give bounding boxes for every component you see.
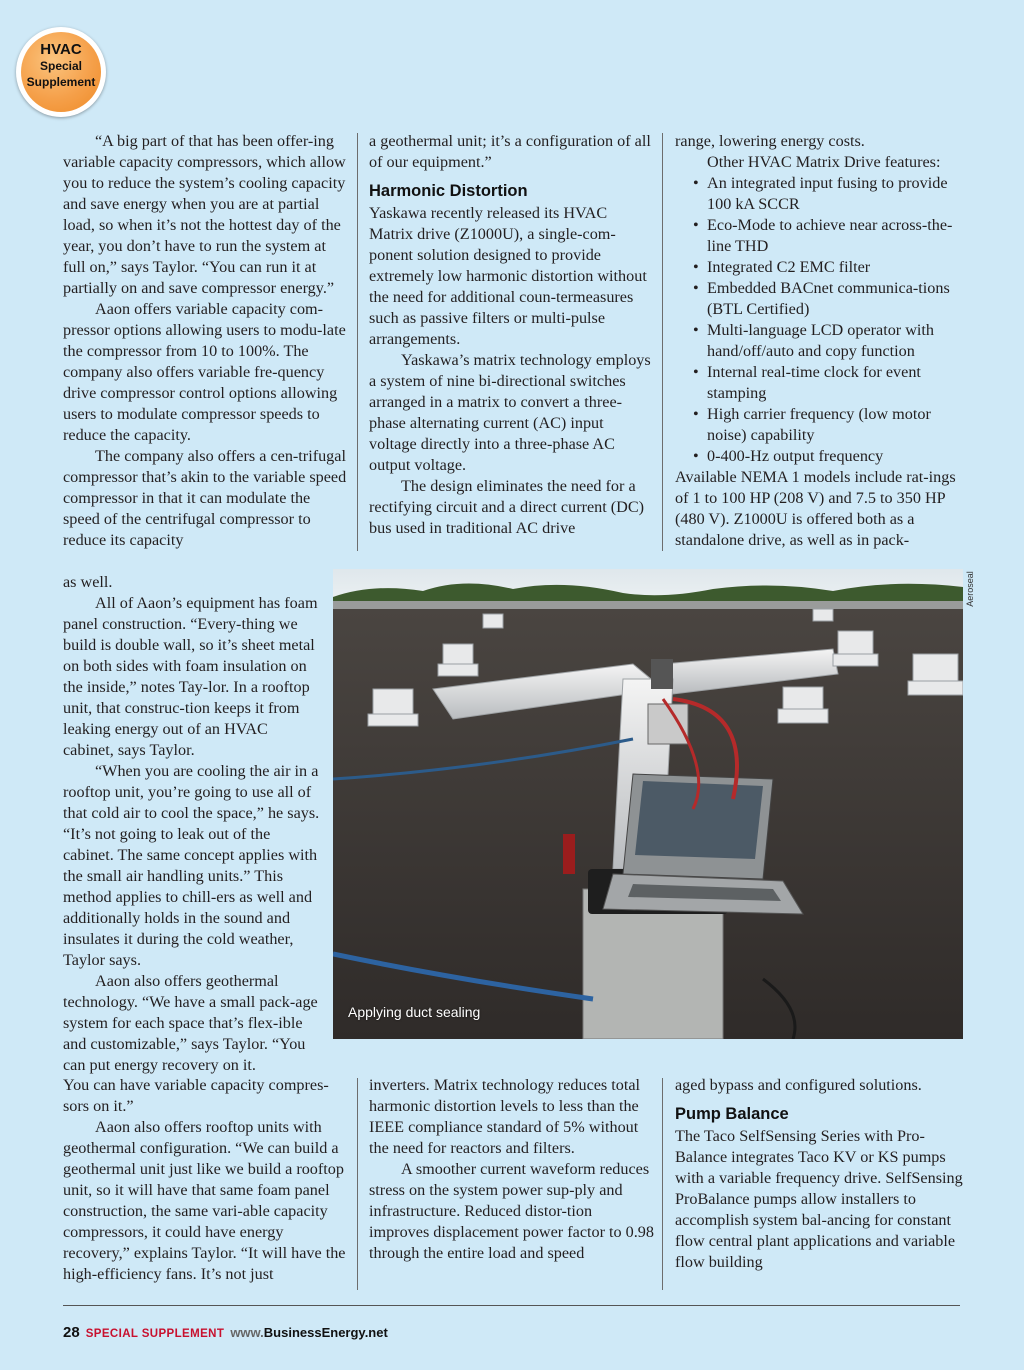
list-item: • Integrated C2 EMC filter (675, 257, 965, 278)
photo-caption: Applying duct sealing (348, 1004, 481, 1020)
column-1-narrow (63, 572, 321, 1076)
column-3-bottom (675, 1075, 965, 1273)
column-2-top (369, 131, 654, 539)
column-divider (357, 133, 358, 551)
photo-credit-text: Aeroseal (964, 571, 975, 607)
paragraph: inverters. Matrix technology reduces total harmonic distortion levels to less than the IEEE compliance standard of 5% without the need for reactors and filters. (369, 1076, 641, 1157)
paragraph: aged bypass and configured solutions. (675, 1076, 922, 1094)
column-2-bottom (369, 1075, 654, 1264)
paragraph: Yaskawa’s matrix technology employs a system of nine bi-directional switches arranged in a matrix to convert a three-phase alternating current (AC) input voltage directly into a three-phase AC output voltage. (369, 351, 651, 474)
duct-sealing-photo (333, 569, 963, 1039)
list-item: • 0-400-Hz output frequency (675, 446, 965, 467)
paragraph: as well. (63, 573, 113, 591)
badge-line3: Supplement (26, 75, 96, 89)
list-item: • Multi-language LCD operator with hand/off/auto and copy function (675, 320, 965, 362)
section-label: SPECIAL SUPPLEMENT (85, 1328, 225, 1340)
badge-line2: Special (39, 59, 83, 73)
column-divider (357, 1078, 358, 1290)
footer-url: BusinessEnergy.net (263, 1325, 388, 1340)
paragraph: Aaon also offers rooftop units with geothermal configuration. “We can build a geothermal unit just like we build a rooftop unit, so it will have that same foam panel construction, the same vari-able capacity compressors, it could have energy recovery,” explains Taylor. “It will have the high-efficiency fans. It’s not just (63, 1118, 346, 1283)
list-item: • Embedded BACnet communica-tions (BTL Certified) (675, 278, 965, 320)
paragraph: The Taco SelfSensing Series with Pro-Balance integrates Taco KV or KS pumps with a variable frequency drive. SelfSensing ProBalance pumps allow installers to accomplish system bal-ancing for constant flow central plant applications and variable flow building (675, 1127, 963, 1271)
list-item: • Eco-Mode to achieve near across-the-line THD (675, 215, 965, 257)
list-item: • An integrated input fusing to provide 100 kA SCCR (675, 173, 965, 215)
paragraph: A smoother current waveform reduces stress on the system power sup-ply and infrastructure. Reduced distor-tion improves displacement power factor to 0.98 through the entire load and speed (369, 1160, 654, 1262)
paragraph: You can have variable capacity compres-sors on it.” (63, 1076, 329, 1115)
page-footer (63, 1324, 388, 1341)
paragraph: Other HVAC Matrix Drive features: (707, 153, 941, 171)
column-divider (662, 133, 663, 551)
paragraph: range, lowering energy costs. (675, 132, 865, 150)
photo-credit (966, 570, 978, 610)
footer-rule (63, 1305, 960, 1306)
paragraph: The company also offers a cen-trifugal compressor that’s akin to the variable speed compressor in that it can modulate the speed of the centrifugal compressor to reduce its capacity (63, 447, 347, 549)
paragraph: Available NEMA 1 models include rat-ings of 1 to 100 HP (208 V) and 7.5 to 350 HP (480 V). Z1000U is offered both as a standalone drive, as well as in pack- (675, 468, 956, 549)
feature-list (675, 173, 965, 467)
footer-url-prefix: www. (230, 1325, 264, 1340)
hvac-supplement-badge (16, 27, 106, 117)
paragraph: Aaon offers variable capacity com-pressor options allowing users to modu-late the compressor from 10 to 100%. The company also offers variable fre-quency drive compressor control options allowing users to modulate compressor speeds to reduce the capacity. (63, 300, 346, 444)
column-divider (662, 1078, 663, 1290)
page-number: 28 (63, 1324, 80, 1341)
section-heading-harmonic-distortion: Harmonic Distortion (369, 182, 528, 200)
list-item: • Internal real-time clock for event stamping (675, 362, 965, 404)
column-1-top (63, 131, 348, 551)
rooftop-scene-illustration (333, 569, 963, 1039)
paragraph: Yaskawa recently released its HVAC Matrix drive (Z1000U), a single-com-ponent solution designed to provide extremely low harmonic distortion without the need for additional coun-termeasures such as passive filters or multi-pulse arrangements. (369, 204, 647, 348)
paragraph: Aaon also offers geothermal technology. “We have a small pack-age system for each space that’s flex-ible and customizable,” says Taylor. “You can put energy recovery on it. (63, 972, 318, 1074)
paragraph: “When you are cooling the air in a rooftop unit, you’re going to use all of that cold air to cool the space,” he says. “It’s not going to leak out of the cabinet. The same concept applies with the small air handling units.” This method applies to chill-ers as well and additionally holds in the sound and insulates it during the cold weather, Taylor says. (63, 762, 320, 969)
section-heading-pump-balance: Pump Balance (675, 1105, 789, 1123)
paragraph: The design eliminates the need for a rectifying circuit and a direct current (DC) bus used in traditional AC drive (369, 477, 645, 537)
badge-inner (21, 32, 101, 112)
column-1-bottom (63, 1075, 348, 1285)
paragraph: “A big part of that has been offer-ing variable capacity compressors, which allow you to reduce the system’s cooling capacity and save energy when you are at partial load, so when it’s not the hottest day of the year, you don’t have to run the system at full on,” says Taylor. “You can run it at partially on and save compressor energy.” (63, 132, 346, 297)
list-item: • High carrier frequency (low motor noise) capability (675, 404, 965, 446)
badge-line1: HVAC (40, 41, 82, 58)
paragraph: All of Aaon’s equipment has foam panel construction. “Every-thing we build is double wall, so it’s sheet metal on both sides with foam insulation on the inside,” notes Tay-lor. In a rooftop unit, that construc-tion keeps it from leaking energy out of an HVAC cabinet, says Taylor. (63, 594, 318, 759)
paragraph: a geothermal unit; it’s a configuration of all of our equipment.” (369, 132, 651, 171)
column-3-top (675, 131, 965, 551)
